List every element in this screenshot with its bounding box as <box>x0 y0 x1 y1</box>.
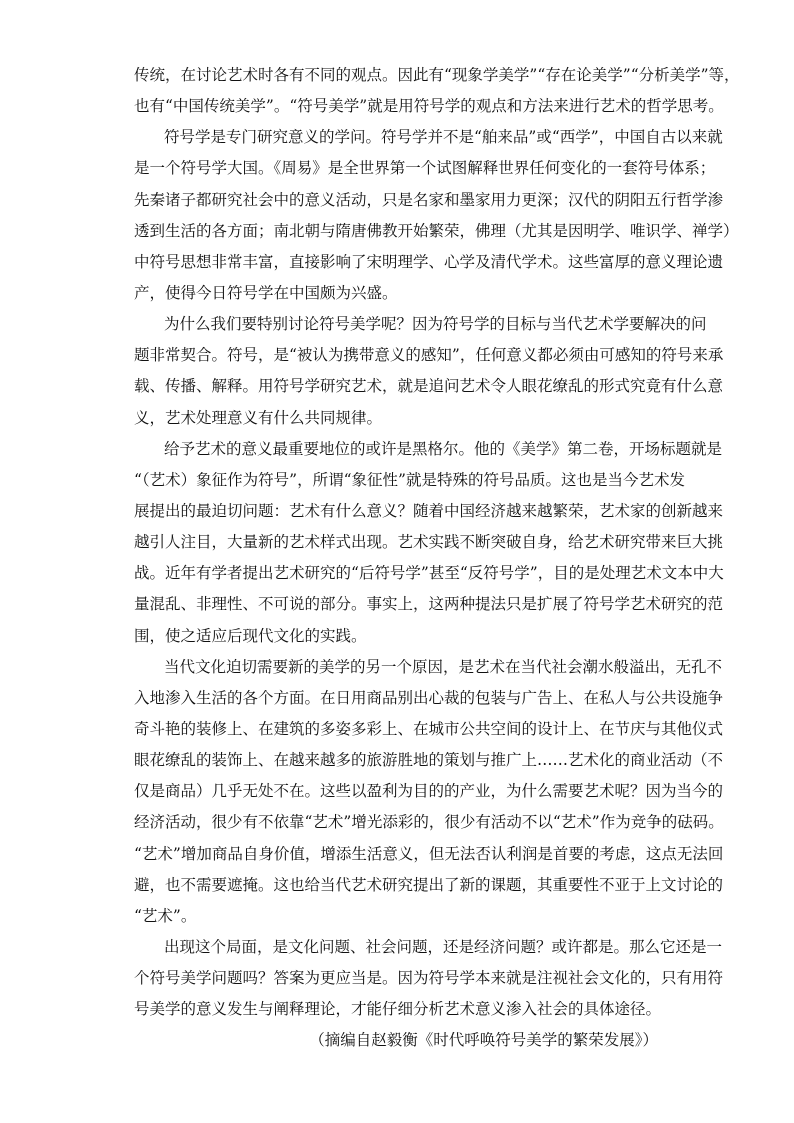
text-line: 仅是商品）几乎无处不在。这些以盈利为目的的产业，为什么需要艺术呢？因为当今的 <box>134 782 724 801</box>
text-line: 先秦诸子都研究社会中的意义活动，只是名家和墨家用力更深；汉代的阴阳五行哲学渗 <box>134 190 724 209</box>
text-line: 经济活动，很少有不依靠“艺术”增光添彩的，很少有活动不以“艺术”作为竞争的砝码。 <box>134 813 724 832</box>
text-line: 是一个符号学大国。《周易》是全世界第一个试图解释世界任何变化的一套符号体系； <box>134 159 716 178</box>
text-line: 奇斗艳的装修上、在建筑的多姿多彩上、在城市公共空间的设计上、在节庆与其他仪式 <box>134 719 724 738</box>
document-body <box>134 64 740 1061</box>
text-line: 符号学是专门研究意义的学问。符号学并不是“舶来品”或“西学”，中国自古以来就 <box>164 128 723 147</box>
text-line: 眼花缭乱的装饰上、在越来越多的旅游胜地的策划与推广上……艺术化的商业活动（不 <box>134 751 724 770</box>
text-line: “艺术”增加商品自身价值，增添生活意义，但无法否认利润是首要的考虑，这点无法回 <box>134 844 724 863</box>
text-line: 战。近年有学者提出艺术研究的“后符号学”甚至“反符号学”，目的是处理艺术文本中大 <box>134 564 724 583</box>
text-line: 围，使之适应后现代文化的实践。 <box>134 626 367 645</box>
text-line: 传统，在讨论艺术时各有不同的观点。因此有“现象学美学”“存在论美学”“分析美学”等， <box>134 66 740 84</box>
text-line: 给予艺术的意义最重要地位的或许是黑格尔。他的《美学》第二卷，开场标题就是 <box>164 439 723 458</box>
text-line: 展提出的最迫切问题：艺术有什么意义？随着中国经济越来越繁荣，艺术家的创新越来 <box>134 501 724 520</box>
text-line: 义，艺术处理意义有什么共同规律。 <box>134 408 383 427</box>
text-line: “（艺术）象征作为符号”，所谓“象征性”就是特殊的符号品质。这也是当今艺术发 <box>134 470 685 489</box>
text-line: 也有“中国传统美学”。“符号美学”就是用符号学的观点和方法来进行艺术的哲学思考。 <box>134 97 724 116</box>
text-line: 为什么我们要特别讨论符号美学呢？因为符号学的目标与当代艺术学要解决的问 <box>164 315 707 334</box>
text-line: 透到生活的各方面；南北朝与隋唐佛教开始繁荣，佛理（尤其是因明学、唯识学、禅学） <box>134 221 739 240</box>
text-line: 避，也不需要遮掩。这也给当代艺术研究提出了新的课题，其重要性不亚于上文讨论的 <box>134 875 724 894</box>
text-line: 载、传播、解释。用符号学研究艺术，就是追问艺术令人眼花缭乱的形式究竟有什么意 <box>134 377 724 396</box>
text-line: 个符号美学问题吗？答案为更应当是。因为符号学本来就是注视社会文化的，只有用符 <box>134 969 724 988</box>
text-line: 号美学的意义发生与阐释理论，才能仔细分析艺术意义渗入社会的具体途径。 <box>134 1000 662 1019</box>
text-line: 产，使得今日符号学在中国颇为兴盛。 <box>134 283 398 302</box>
text-line: 题非常契合。符号，是“被认为携带意义的感知”，任何意义都必须由可感知的符号来承 <box>134 346 724 365</box>
text-line: 中符号思想非常丰富，直接影响了宋明理学、心学及清代学术。这些富厚的意义理论遗 <box>134 252 724 271</box>
text-line: “艺术”。 <box>134 906 197 925</box>
text-line: 量混乱、非理性、不可说的部分。事实上，这两种提法只是扩展了符号学艺术研究的范 <box>134 595 724 614</box>
text-line: 入地渗入生活的各个方面。在日用商品别出心裁的包装与广告上、在私人与公共设施争 <box>134 688 724 707</box>
text-line: 出现这个局面，是文化问题、社会问题，还是经济问题？或许都是。那么它还是一 <box>164 937 723 956</box>
text-line: 越引人注目，大量新的艺术样式出现。艺术实践不断突破自身，给艺术研究带来巨大挑 <box>134 533 724 552</box>
source-citation: （摘编自赵毅衡《时代呼唤符号美学的繁荣发展》） <box>309 1031 658 1050</box>
text-line: 当代文化迫切需要新的美学的另一个原因，是艺术在当代社会潮水般溢出，无孔不 <box>164 657 723 676</box>
